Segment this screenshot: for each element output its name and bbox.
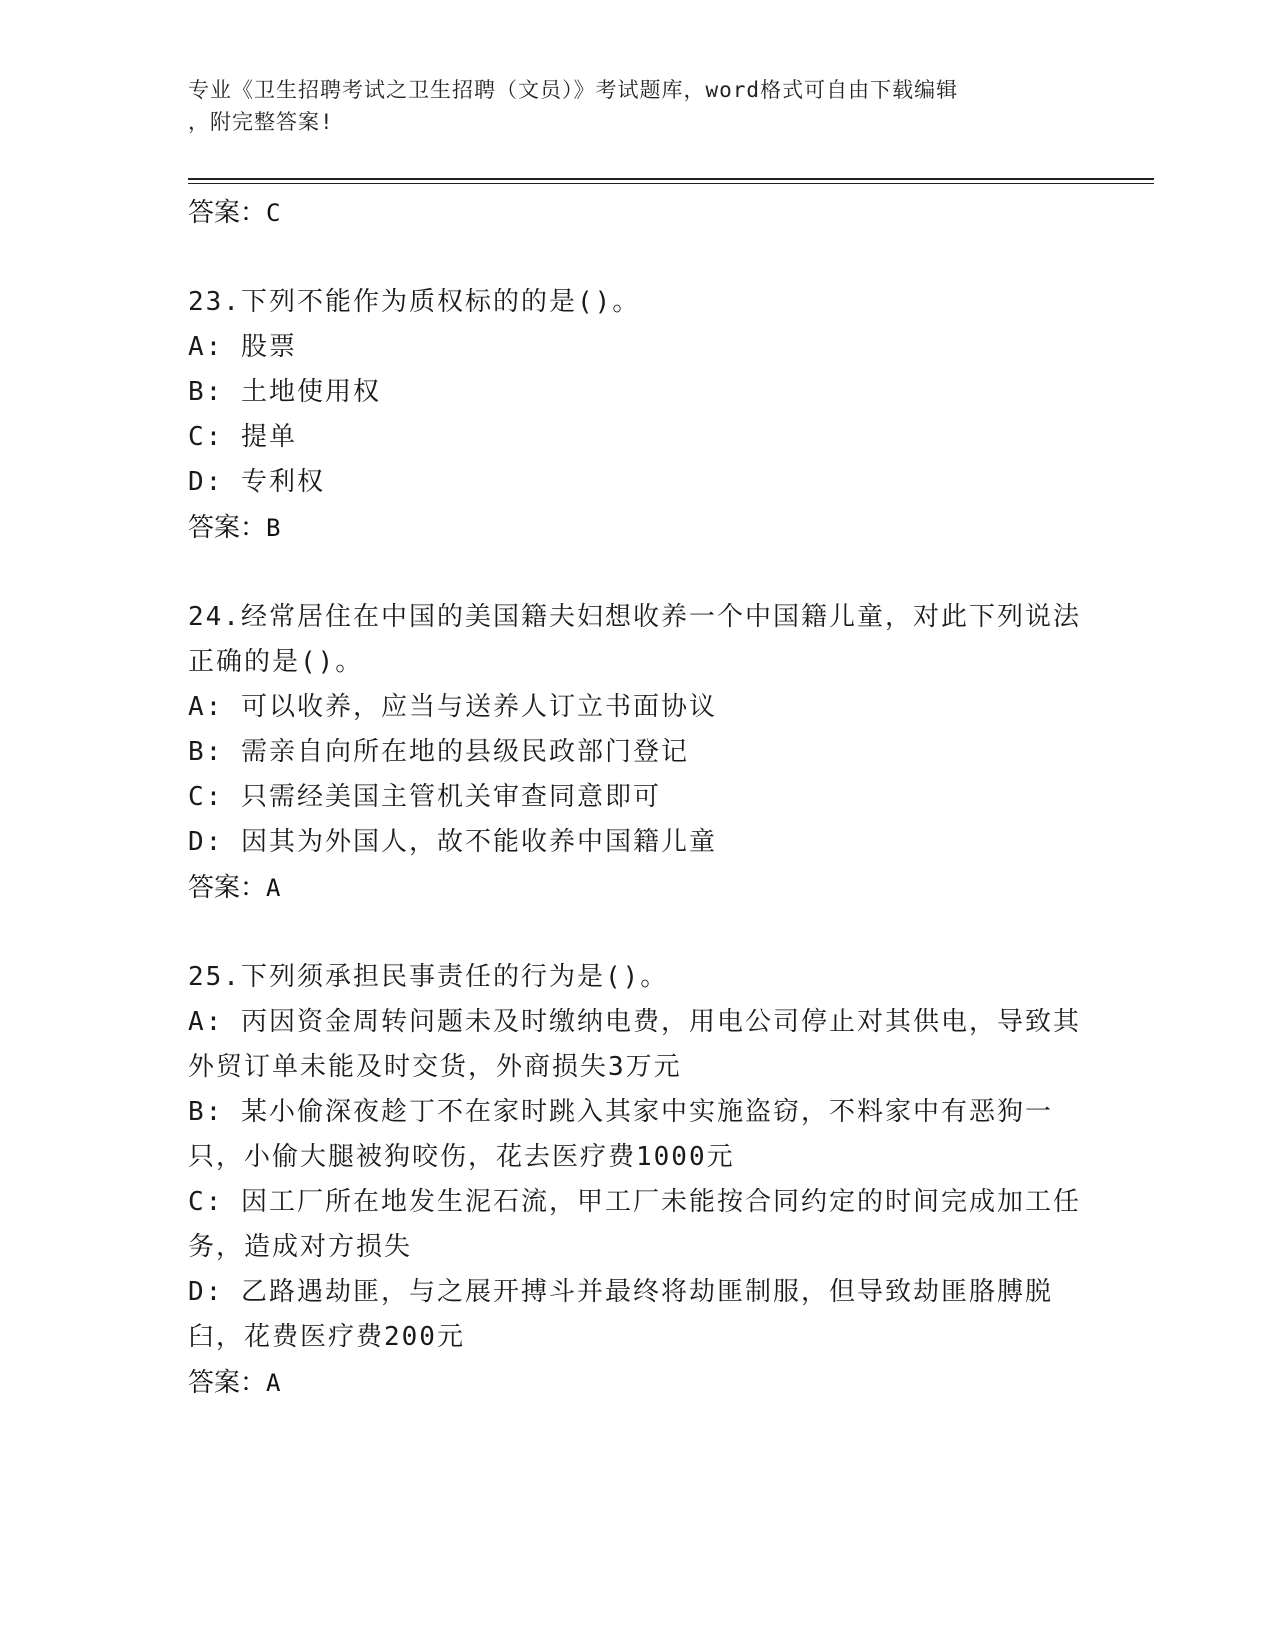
option-text: 丙因资金周转问题未及时缴纳电费，用电公司停止对其供电，导致其外贸订单未能及时交货，外商损失3万元 [188,1007,1081,1082]
option-d [188,460,1088,505]
question-list [188,190,1088,1406]
answer-label: 答案： [188,1368,267,1398]
question-answer [188,505,1088,551]
question-block-23 [188,280,1088,551]
question-number: 24. [188,602,241,632]
header-divider-thick [188,178,1154,180]
option-c [188,1180,1088,1270]
option-key: B: [188,377,224,407]
option-b [188,370,1088,415]
question-answer [188,865,1088,911]
option-key: D: [188,467,224,497]
option-c [188,775,1088,820]
option-key: D: [188,827,224,857]
answer-value: A [266,874,281,902]
option-key: B: [188,737,224,767]
question-stem [188,955,1088,1000]
option-text: 因工厂所在地发生泥石流，甲工厂未能按合同约定的时间完成加工任务，造成对方损失 [188,1187,1081,1262]
question-block-25 [188,955,1088,1406]
option-key: A: [188,332,224,362]
question-number: 23. [188,287,241,317]
option-key: C: [188,422,224,452]
option-text: 需亲自向所在地的县级民政部门登记 [240,737,689,767]
option-key: A: [188,1007,224,1037]
option-key: B: [188,1097,224,1127]
question-text: 经常居住在中国的美国籍夫妇想收养一个中国籍儿童，对此下列说法正确的是()。 [188,602,1081,677]
answer-label: 答案： [188,513,267,543]
option-key: C: [188,782,224,812]
option-text: 某小偷深夜趁丁不在家时跳入其家中实施盗窃，不料家中有恶狗一只，小偷大腿被狗咬伤，花去医疗费1000元 [188,1097,1053,1172]
answer-label: 答案： [188,873,267,903]
option-key: D: [188,1277,224,1307]
option-b [188,730,1088,775]
option-text: 专利权 [240,467,325,497]
option-text: 可以收养，应当与送养人订立书面协议 [240,692,717,722]
question-stem [188,280,1088,325]
question-stem [188,595,1088,685]
question-answer [188,1360,1088,1406]
header-divider-thin [188,183,1154,184]
header-line-2: ，附完整答案! [188,110,334,134]
option-text: 只需经美国主管机关审查同意即可 [240,782,661,812]
option-text: 提单 [240,422,297,452]
question-text: 下列不能作为质权标的的是()。 [240,287,641,317]
document-header [188,74,1068,138]
question-number: 25. [188,962,241,992]
option-d [188,820,1088,865]
option-text: 股票 [240,332,297,362]
question-text: 下列须承担民事责任的行为是()。 [240,962,669,992]
option-a [188,325,1088,370]
option-b [188,1090,1088,1180]
option-d [188,1270,1088,1360]
option-key: C: [188,1187,224,1217]
answer-value: B [266,514,281,542]
answer-label: 答案： [188,198,267,228]
previous-answer [188,190,1088,236]
option-text: 乙路遇劫匪，与之展开搏斗并最终将劫匪制服，但导致劫匪胳膊脱臼，花费医疗费200元 [188,1277,1053,1352]
answer-value: A [266,1369,281,1397]
header-line-1: 专业《卫生招聘考试之卫生招聘（文员）》考试题库，word格式可自由下载编辑 [188,78,959,102]
option-a [188,685,1088,730]
option-text: 土地使用权 [240,377,381,407]
option-key: A: [188,692,224,722]
question-block-24 [188,595,1088,911]
option-text: 因其为外国人，故不能收养中国籍儿童 [240,827,717,857]
option-a [188,1000,1088,1090]
option-c [188,415,1088,460]
answer-value: C [266,199,281,227]
